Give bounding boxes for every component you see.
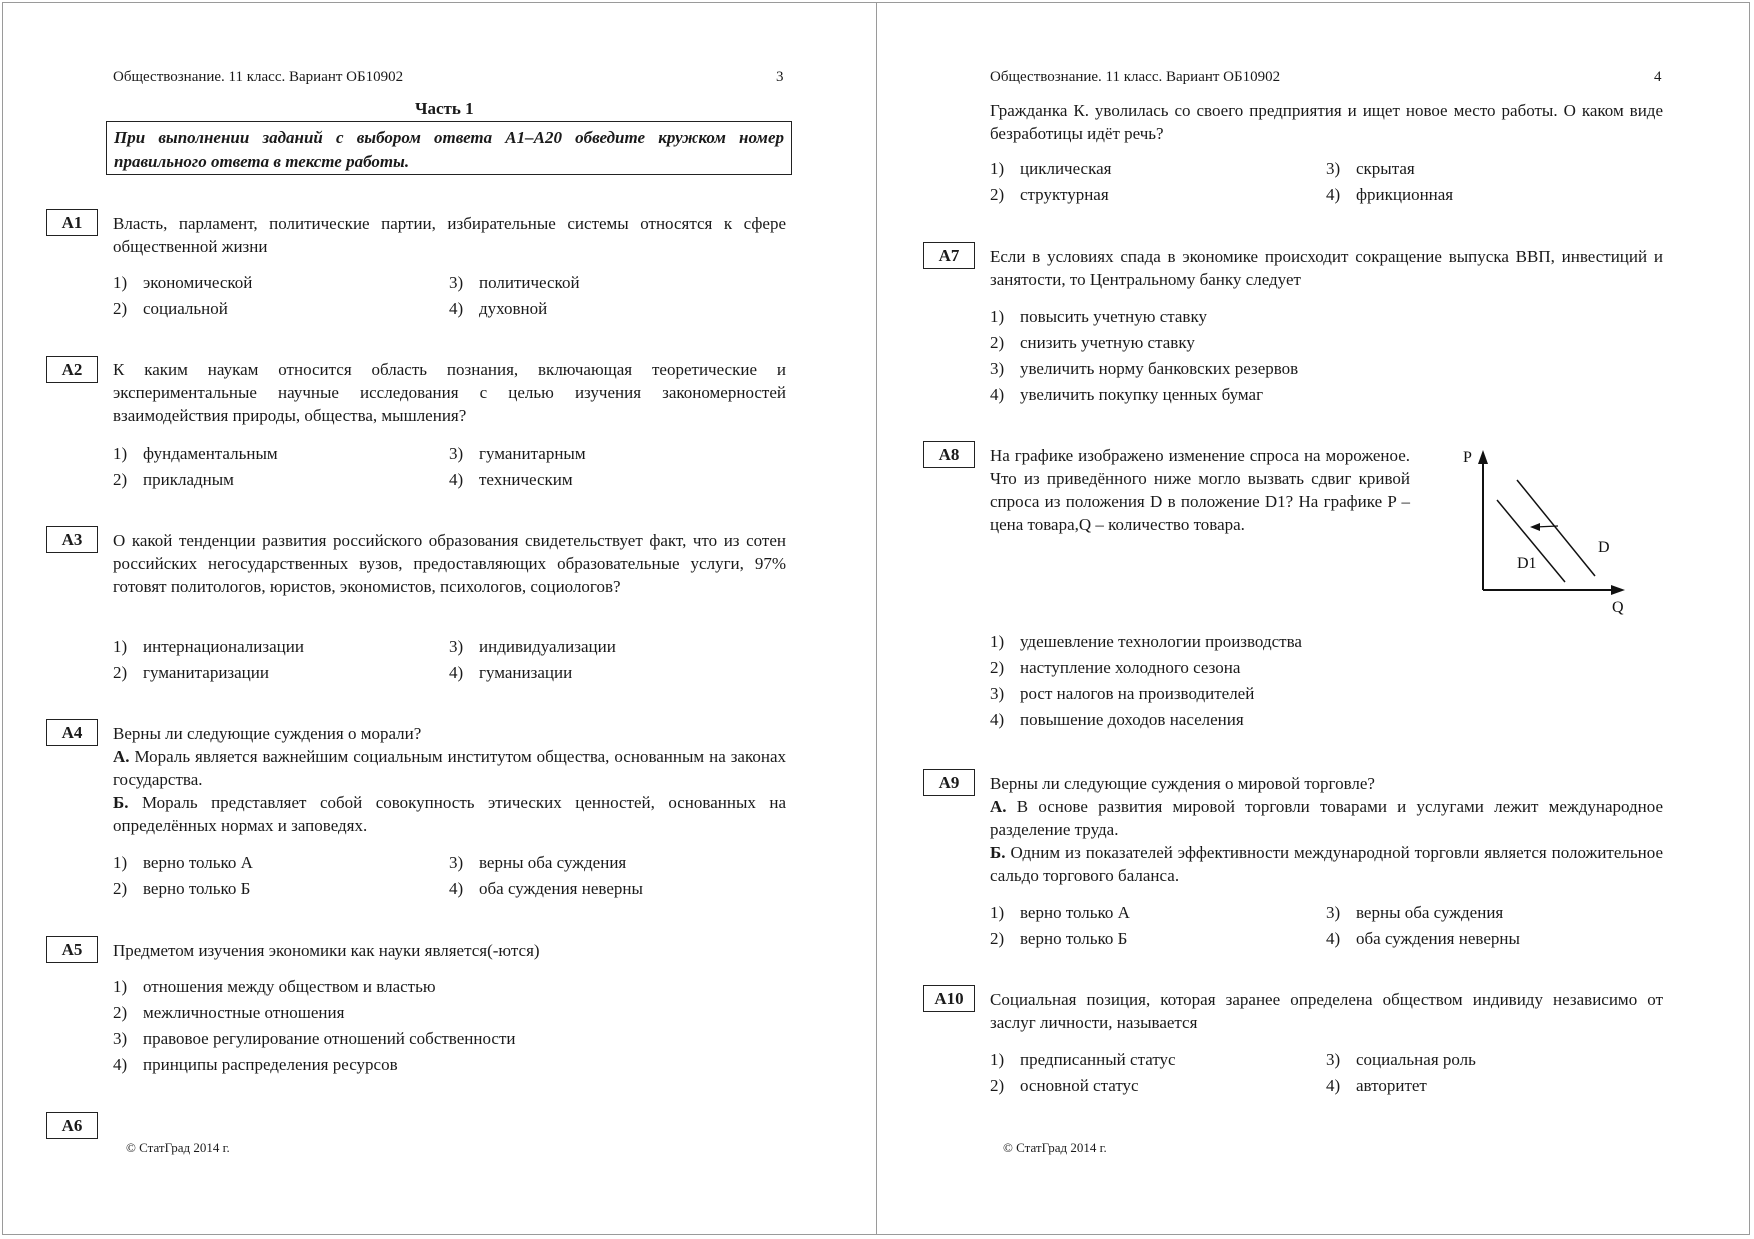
- question-text-a4: Верны ли следующие суждения о морали? А. Мораль является важнейшим социальным институтом общества, основанным на законах государства. Б. Мораль представляет собой совокупность этических ценностей, основанных на определённых нормах и заповедях.: [113, 724, 787, 835]
- question-label-a4: А4: [46, 719, 98, 746]
- answer-option[interactable]: 3) верны оба суждения: [1326, 903, 1504, 922]
- question-label-a10: А10: [923, 985, 975, 1012]
- curve-label-d1: D1: [1517, 555, 1537, 572]
- answer-option[interactable]: 1) циклическая: [990, 159, 1112, 178]
- answer-option[interactable]: 3) индивидуализации: [449, 637, 616, 656]
- page-header: Обществознание. 11 класс. Вариант ОБ10902: [990, 69, 1281, 85]
- answer-option[interactable]: 1) фундаментальным: [113, 444, 278, 463]
- demand-shift-graph: [1455, 440, 1635, 620]
- question-label-a7: А7: [923, 242, 975, 269]
- answer-option[interactable]: 3) рост налогов на производителей: [990, 684, 1255, 703]
- price-axis-label: P: [1463, 449, 1472, 466]
- answer-option[interactable]: 4) оба суждения неверны: [1326, 929, 1520, 948]
- answer-option[interactable]: 1) отношения между обществом и властью: [113, 977, 436, 996]
- answer-option[interactable]: 4) фрикционная: [1326, 185, 1454, 204]
- answer-option[interactable]: 1) удешевление технологии производства: [990, 632, 1302, 651]
- quantity-axis-label: Q: [1612, 599, 1624, 616]
- question-label-a1: А1: [46, 209, 98, 236]
- answer-option[interactable]: 2) наступление холодного сезона: [990, 658, 1241, 677]
- answer-option[interactable]: 2) снизить учетную ставку: [990, 333, 1195, 352]
- answer-option[interactable]: 1) интернационализации: [113, 637, 304, 656]
- question-text-a7: Если в условиях спада в экономике происходит сокращение выпуска ВВП, инвестиций и занятости, то Центральному банку следует: [990, 247, 1663, 289]
- question-text-a8: На графике изображено изменение спроса на мороженое. Что из приведённого ниже могло вызвать сдвиг кривой спроса из положения D в положение D1? На графике P – цена товара,Q – количество товара.: [990, 446, 1410, 534]
- question-text-a1: Власть, парламент, политические партии, избирательные системы относятся к сфере общественной жизни: [113, 214, 786, 256]
- page-number: 3: [776, 69, 784, 85]
- price-axis-arrow-icon: [1478, 450, 1488, 464]
- answer-option[interactable]: 1) верно только А: [990, 903, 1130, 922]
- shift-arrow-head-icon: [1530, 523, 1540, 531]
- answer-option[interactable]: 2) верно только Б: [990, 929, 1128, 948]
- question-label-a5: А5: [46, 936, 98, 963]
- question-text-a6: Гражданка К. уволилась со своего предприятия и ищет новое место работы. О каком виде безработицы идёт речь?: [990, 101, 1663, 143]
- answer-option[interactable]: 3) политической: [449, 273, 580, 292]
- question-label-a9: А9: [923, 769, 975, 796]
- answer-option[interactable]: 4) гуманизации: [449, 663, 573, 682]
- page-number: 4: [1654, 69, 1662, 85]
- page-header: Обществознание. 11 класс. Вариант ОБ10902: [113, 69, 404, 85]
- answer-option[interactable]: 4) принципы распределения ресурсов: [113, 1055, 398, 1074]
- question-text-a3: О какой тенденции развития российского образования свидетельствует факт, что из сотен российских негосударственных вузов, предоставляющих образовательные услуги, 97% готовят политологов, юристов, экономистов, психологов, социологов?: [113, 531, 786, 596]
- answer-option[interactable]: 3) верны оба суждения: [449, 853, 627, 872]
- answer-option[interactable]: 1) верно только А: [113, 853, 253, 872]
- answer-option[interactable]: 2) межличностные отношения: [113, 1003, 345, 1022]
- question-label-a3: А3: [46, 526, 98, 553]
- page-footer: © СтатГрад 2014 г.: [1003, 1140, 1107, 1155]
- answer-option[interactable]: 2) прикладным: [113, 470, 234, 489]
- answer-option[interactable]: 4) духовной: [449, 299, 548, 318]
- page-footer: © СтатГрад 2014 г.: [126, 1140, 230, 1155]
- question-label-a6: А6: [46, 1112, 98, 1139]
- instruction-box: При выполнении заданий с выбором ответа А1–А20 обведите кружком номер правильного ответа в тексте работы.: [106, 121, 792, 175]
- answer-option[interactable]: 2) основной статус: [990, 1076, 1139, 1095]
- question-label-a8: А8: [923, 441, 975, 468]
- answer-option[interactable]: 3) правовое регулирование отношений собственности: [113, 1029, 516, 1048]
- answer-option[interactable]: 3) гуманитарным: [449, 444, 586, 463]
- answer-option[interactable]: 1) повысить учетную ставку: [990, 307, 1207, 326]
- answer-option[interactable]: 4) авторитет: [1326, 1076, 1427, 1095]
- answer-option[interactable]: 4) увеличить покупку ценных бумаг: [990, 385, 1264, 404]
- question-text-a2: К каким наукам относится область познания, включающая теоретические и экспериментальные научные исследования с целью изучения закономерностей взаимодействия природы, общества, мышления?: [113, 360, 786, 425]
- question-text-a5: Предметом изучения экономики как науки является(-ются): [113, 941, 540, 960]
- answer-option[interactable]: 2) структурная: [990, 185, 1109, 204]
- question-text-a10: Социальная позиция, которая заранее определена обществом индивиду независимо от заслуг личности, называется: [990, 990, 1663, 1032]
- answer-option[interactable]: 2) гуманитаризации: [113, 663, 269, 682]
- quantity-axis-arrow-icon: [1611, 585, 1625, 595]
- curve-label-d: D: [1598, 539, 1610, 556]
- answer-option[interactable]: 4) техническим: [449, 470, 573, 489]
- answer-option[interactable]: 4) повышение доходов населения: [990, 710, 1244, 729]
- question-text-a9: Верны ли следующие суждения о мировой торговле? А. В основе развития мировой торговли товарами и услугами лежит международное разделение труда. Б. Одним из показателей эффективности международной торговли является положительное сальдо торгового баланса.: [990, 774, 1664, 885]
- question-label-a2: А2: [46, 356, 98, 383]
- answer-option[interactable]: 3) социальная роль: [1326, 1050, 1476, 1069]
- answer-option[interactable]: 3) увеличить норму банковских резервов: [990, 359, 1299, 378]
- answer-option[interactable]: 2) социальной: [113, 299, 228, 318]
- part-title: Часть 1: [415, 99, 474, 118]
- answer-option[interactable]: 4) оба суждения неверны: [449, 879, 643, 898]
- answer-option[interactable]: 3) скрытая: [1326, 159, 1415, 178]
- answer-option[interactable]: 1) предписанный статус: [990, 1050, 1176, 1069]
- answer-option[interactable]: 1) экономической: [113, 273, 253, 292]
- answer-option[interactable]: 2) верно только Б: [113, 879, 251, 898]
